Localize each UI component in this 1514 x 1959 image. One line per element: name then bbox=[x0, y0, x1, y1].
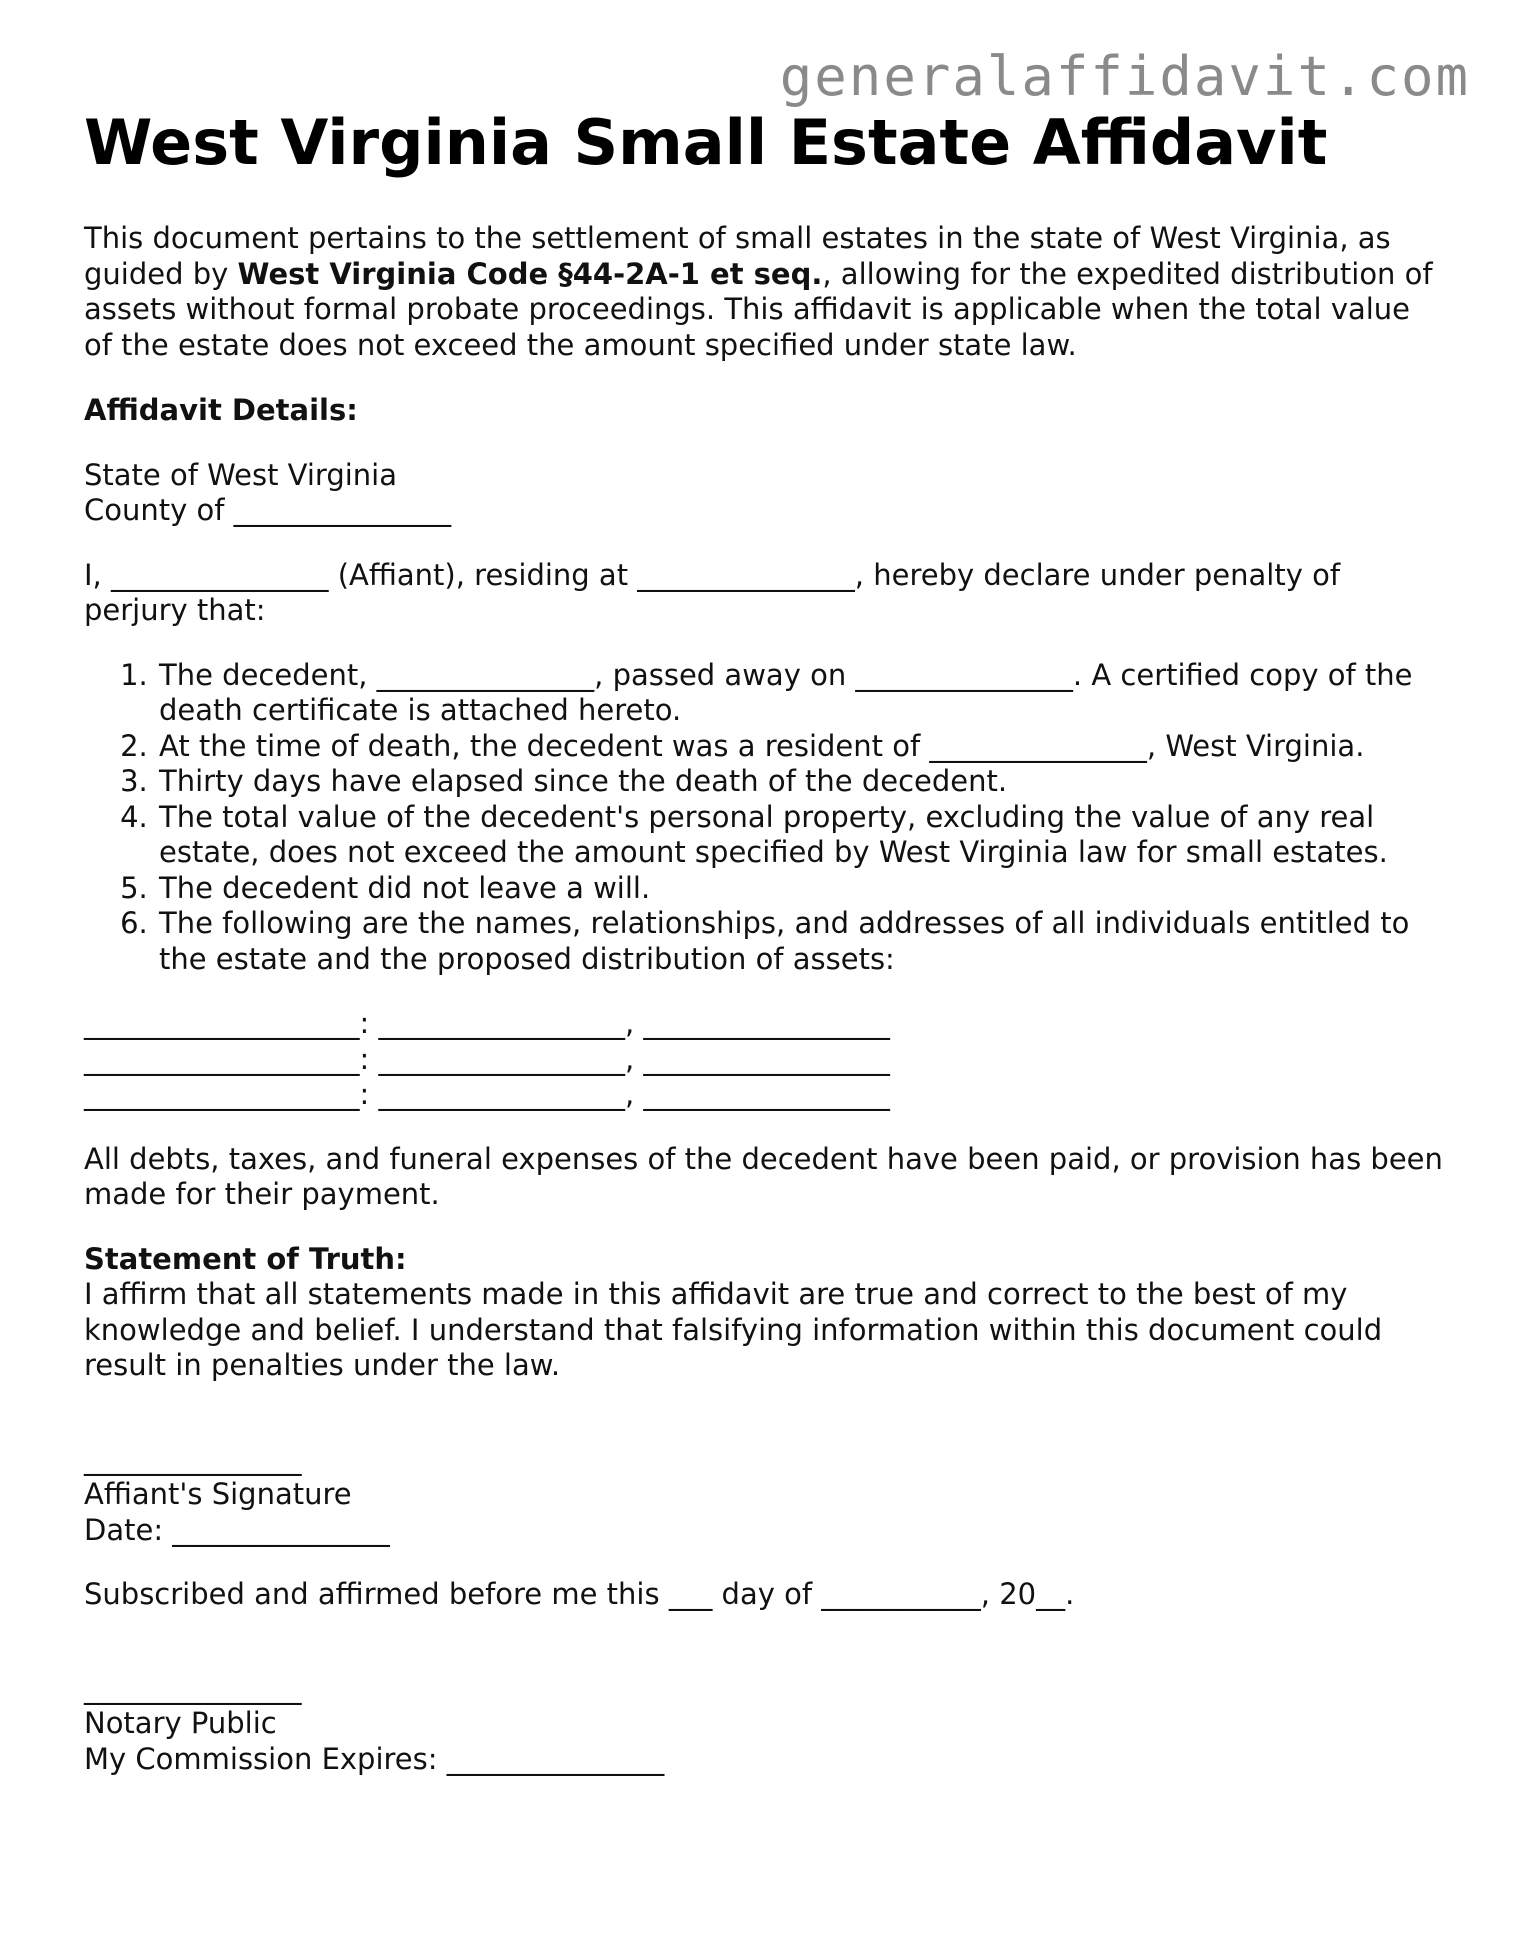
page-title: West Virginia Small Estate Affidavit bbox=[84, 106, 1328, 179]
affiant-signature-block bbox=[84, 1442, 1444, 1549]
list-item-waiting-period: 3. Thirty days have elapsed since the death of the decedent. bbox=[157, 764, 1444, 800]
distribution-row: ___________________: _________________, _________________ bbox=[84, 1006, 890, 1040]
intro-text-2: , allowing for the expedited distribution of assets without formal probate proceedings. This affidavit is applicable when the total value of the estate does not exceed the amount specified under state law. bbox=[84, 256, 1433, 362]
affiant-signature-label: Affiant's Signature bbox=[84, 1477, 352, 1511]
truth-text: I affirm that all statements made in this affidavit are true and correct to the best of my knowledge and belief. I understand that falsifying information within this document could result in penalties under the law. bbox=[84, 1277, 1383, 1382]
list-item-no-will: 5. The decedent did not leave a will. bbox=[157, 871, 1444, 907]
declaration-paragraph: I, _______________ (Affiant), residing at _______________, hereby declare under penalty of perjury that: bbox=[84, 557, 1341, 627]
commission-line: My Commission Expires: _______________ bbox=[84, 1741, 665, 1776]
document-page bbox=[84, 105, 1444, 1777]
notary-label: Notary Public bbox=[84, 1706, 277, 1740]
notary-block bbox=[84, 1671, 1444, 1778]
list-item-beneficiaries: 6. The following are the names, relationships, and addresses of all individuals entitled to the estate and the proposed distribution of assets: bbox=[157, 906, 1444, 977]
watermark: generalaffidavit.com bbox=[779, 45, 1470, 108]
subscribed-line: Subscribed and affirmed before me this ___ day of ___________, 20__. bbox=[84, 1577, 1075, 1611]
distribution-table bbox=[84, 1006, 1444, 1113]
list-item-decedent: 1. The decedent, _______________, passed away on _______________. A certified copy of the death certificate is attached hereto. bbox=[157, 658, 1444, 729]
county-line: County of _______________ bbox=[84, 493, 452, 527]
affiant-signature-line: _______________ bbox=[84, 1441, 302, 1476]
details-heading: Affidavit Details: bbox=[84, 393, 358, 427]
truth-heading: Statement of Truth: bbox=[84, 1241, 407, 1276]
truth-section bbox=[84, 1242, 1444, 1384]
intro-paragraph bbox=[84, 221, 1444, 363]
declaration-list bbox=[84, 658, 1444, 978]
list-item-estate-value: 4. The total value of the decedent's personal property, excluding the value of any real estate, does not exceed the amount specified by West Virginia law for small estates. bbox=[157, 800, 1444, 871]
intro-text-1: This document pertains to the settlement of small estates in the state of West Virginia, as guided by bbox=[84, 221, 1391, 291]
code-reference: West Virginia Code §44-2A-1 et seq. bbox=[237, 256, 823, 291]
date-line: Date: _______________ bbox=[84, 1512, 390, 1547]
debts-statement: All debts, taxes, and funeral expenses of the decedent have been paid, or provision has been made for their payment. bbox=[84, 1141, 1443, 1211]
state-line: State of West Virginia bbox=[84, 457, 398, 492]
list-item-residence: 2. At the time of death, the decedent was a resident of _______________, West Virginia. bbox=[157, 729, 1444, 765]
distribution-row: ___________________: _________________, _________________ bbox=[84, 1041, 890, 1076]
notary-signature-line: _______________ bbox=[84, 1670, 302, 1705]
venue-block bbox=[84, 458, 1444, 529]
distribution-row: ___________________: _________________, _________________ bbox=[84, 1077, 890, 1111]
